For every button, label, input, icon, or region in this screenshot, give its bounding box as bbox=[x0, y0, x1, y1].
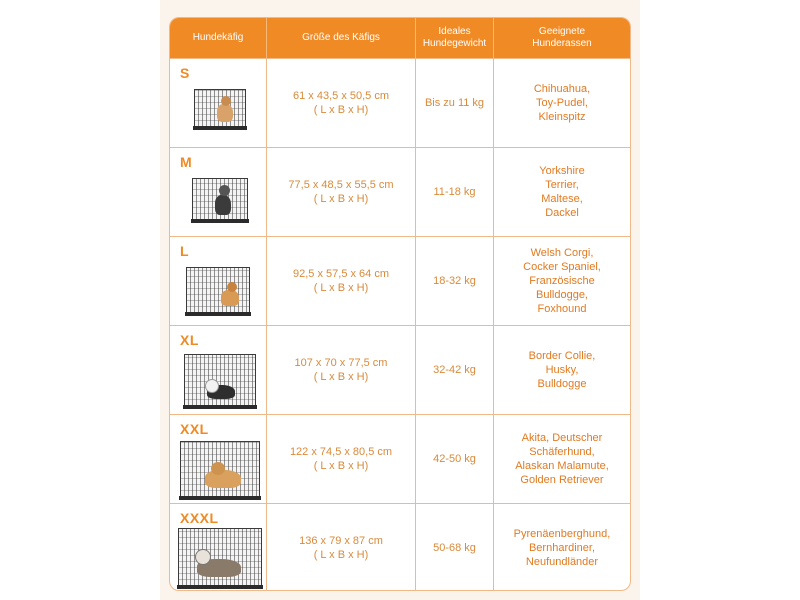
dims-unit: ( L x B x H) bbox=[313, 193, 369, 205]
size-label: L bbox=[180, 243, 190, 259]
header-weight-label: Ideales Hundegewicht bbox=[422, 26, 487, 49]
header-breeds-label: Geeignete Hunderassen bbox=[532, 26, 592, 49]
header-breeds bbox=[494, 18, 630, 58]
breed: Bernhardiner, bbox=[528, 542, 596, 554]
weight-cell bbox=[416, 59, 494, 147]
dims-unit: ( L x B x H) bbox=[313, 282, 369, 294]
table-row bbox=[170, 325, 630, 414]
cage-image-m bbox=[192, 178, 248, 220]
breed: Toy-Pudel, bbox=[536, 97, 588, 109]
dog-head bbox=[221, 96, 231, 106]
size-label: M bbox=[180, 154, 193, 170]
cage-cell bbox=[170, 415, 267, 503]
breed: Schäferhund, bbox=[529, 446, 595, 458]
size-cell bbox=[267, 237, 416, 325]
breed: Terrier, bbox=[545, 179, 579, 191]
breeds-cell bbox=[494, 237, 630, 325]
dims: 77,5 x 48,5 x 55,5 cm bbox=[288, 179, 394, 191]
dog-image bbox=[217, 104, 233, 122]
size-cell bbox=[267, 148, 416, 236]
breeds-cell bbox=[494, 504, 630, 591]
weight-cell bbox=[416, 415, 494, 503]
dog-image bbox=[221, 290, 239, 306]
cage-image-xxl bbox=[180, 441, 260, 497]
cage-image-xl bbox=[184, 354, 256, 406]
weight-cell bbox=[416, 148, 494, 236]
breed: Neufundländer bbox=[525, 556, 599, 568]
dog-head bbox=[195, 549, 211, 565]
weight: Bis zu 11 kg bbox=[424, 97, 485, 109]
breed: Chihuahua, bbox=[533, 83, 591, 95]
dog-head bbox=[205, 379, 219, 393]
weight-cell bbox=[416, 237, 494, 325]
table-row bbox=[170, 58, 630, 147]
breeds-cell bbox=[494, 59, 630, 147]
size-label: XXXL bbox=[180, 510, 219, 526]
breed: Maltese, bbox=[541, 193, 583, 205]
dims-unit: ( L x B x H) bbox=[313, 460, 369, 472]
cage-image-xxxl bbox=[178, 528, 262, 586]
breed: Husky, bbox=[545, 364, 579, 376]
dog-image bbox=[215, 195, 231, 215]
dog-head bbox=[211, 462, 225, 475]
dog-head bbox=[227, 282, 237, 292]
breeds-cell bbox=[494, 326, 630, 414]
breeds-cell bbox=[494, 148, 630, 236]
cage-cell bbox=[170, 504, 267, 591]
dog-head bbox=[219, 185, 230, 196]
breed: Bulldogge bbox=[537, 378, 587, 390]
cage-cell bbox=[170, 148, 267, 236]
dims: 92,5 x 57,5 x 64 cm bbox=[293, 268, 389, 280]
breed: Cocker Spaniel, bbox=[523, 261, 601, 273]
table-header bbox=[170, 18, 630, 58]
breed: Französische bbox=[529, 275, 595, 287]
dims: 122 x 74,5 x 80,5 cm bbox=[289, 446, 393, 458]
size-cell bbox=[267, 59, 416, 147]
breed: Pyrenäenberghund, bbox=[513, 528, 611, 540]
table-row bbox=[170, 503, 630, 591]
size-label: XXL bbox=[180, 421, 209, 437]
cage-cell bbox=[170, 326, 267, 414]
header-cage: Hundekäfig bbox=[170, 18, 267, 58]
table-row bbox=[170, 414, 630, 503]
dims-unit: ( L x B x H) bbox=[313, 371, 369, 383]
cage-cell bbox=[170, 237, 267, 325]
table-row bbox=[170, 236, 630, 325]
breeds-cell bbox=[494, 415, 630, 503]
dims: 61 x 43,5 x 50,5 cm bbox=[293, 90, 389, 102]
cage-image-s bbox=[194, 89, 246, 127]
weight: 50-68 kg bbox=[433, 542, 476, 554]
weight-cell bbox=[416, 504, 494, 591]
weight-cell bbox=[416, 326, 494, 414]
size-table bbox=[169, 17, 631, 591]
dims-unit: ( L x B x H) bbox=[313, 549, 369, 561]
breed: Foxhound bbox=[537, 303, 587, 315]
weight: 18-32 kg bbox=[433, 275, 476, 287]
breed: Yorkshire bbox=[539, 165, 585, 177]
dims: 136 x 79 x 87 cm bbox=[299, 535, 383, 547]
breed: Golden Retriever bbox=[520, 474, 604, 486]
cage-image-l bbox=[186, 267, 250, 313]
weight: 11-18 kg bbox=[433, 186, 476, 198]
weight: 42-50 kg bbox=[433, 453, 476, 465]
breed: Dackel bbox=[545, 207, 579, 219]
breed: Welsh Corgi, bbox=[530, 247, 594, 259]
size-cell bbox=[267, 326, 416, 414]
size-cell bbox=[267, 504, 416, 591]
breed: Alaskan Malamute, bbox=[515, 460, 609, 472]
dims-unit: ( L x B x H) bbox=[313, 104, 369, 116]
cage-cell bbox=[170, 59, 267, 147]
size-label: XL bbox=[180, 332, 199, 348]
size-label: S bbox=[180, 65, 190, 81]
size-cell bbox=[267, 415, 416, 503]
header-weight bbox=[416, 18, 494, 58]
dims: 107 x 70 x 77,5 cm bbox=[294, 357, 388, 369]
header-size: Größe des Käfigs bbox=[267, 18, 416, 58]
weight: 32-42 kg bbox=[433, 364, 476, 376]
breed: Kleinspitz bbox=[538, 111, 586, 123]
table-row bbox=[170, 147, 630, 236]
breed: Border Collie, bbox=[528, 350, 596, 362]
breed: Akita, Deutscher bbox=[521, 432, 603, 444]
breed: Bulldogge, bbox=[536, 289, 588, 301]
